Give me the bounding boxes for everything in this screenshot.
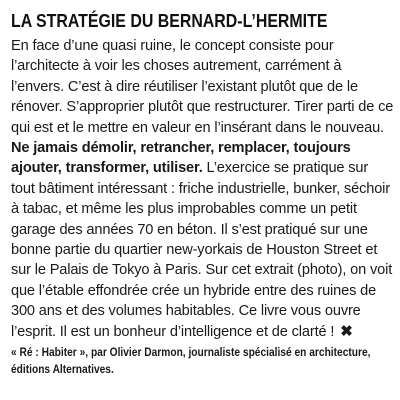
article-title: LA STRATÉGIE DU BERNARD-L’HERMITE	[11, 10, 328, 31]
body-rest: L’exercice se pratique sur tout bâtiment intéressant : friche industrielle, bunker, séchoir à tabac, et même les plus improbables comme un petit garage des années 70 en béton. Il s’est pratiqué sur une bonne partie du quartier new-yorkais de Houston Street et sur le Palais de Tokyo à Paris. Sur cet extrait (photo), on voit que l’étable effondrée crée un hybride entre des ruines de 300 ans et des volumes habitables. Ce livre vous ouvre l’esprit. Il est un bonheur d’intelligence et de clarté !	[11, 160, 393, 340]
body-intro: En face d’une quasi ruine, le concept consiste pour l’architecte à voir les choses autrement, carrément à l’envers. C’est à dire réutiliser l’existant plutôt que de le rénover. S’approprier plutôt que restructurer. Tirer parti de ce qui est et le mettre en valeur en l’insérant dans le nouveau.	[11, 38, 394, 136]
book-credit: « Ré : Habiter », par Olivier Darmon, journaliste spécialisé en architecture, éditions Alternatives.	[11, 346, 371, 377]
end-mark-icon: ✖	[340, 322, 353, 340]
article	[11, 10, 395, 378]
article-body	[11, 36, 395, 342]
body-emphasis: Ne jamais démolir, retrancher, remplacer, toujours ajouter, transformer, utiliser.	[11, 140, 351, 177]
